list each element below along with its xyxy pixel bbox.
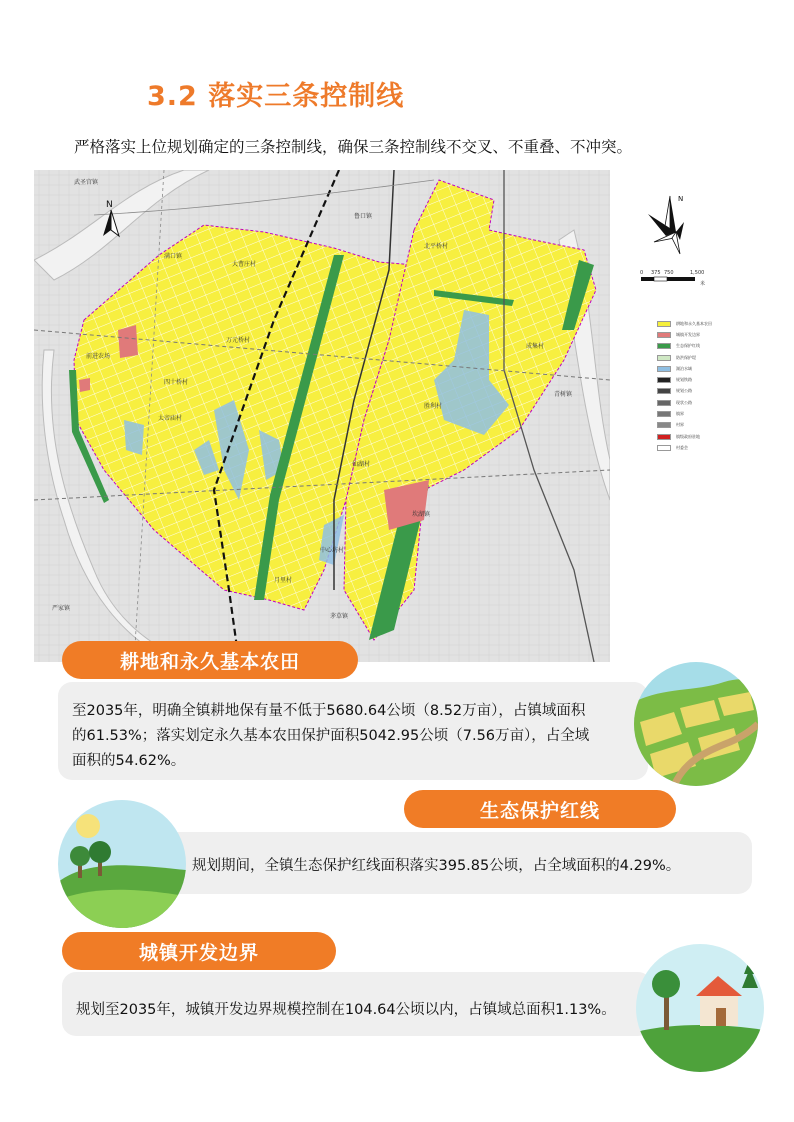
scale-tick: 1,500 (690, 270, 705, 276)
section-box-farmland (58, 682, 648, 780)
place-label: 青树镇 (554, 391, 573, 398)
legend-item (657, 363, 737, 374)
legend-swatch (657, 377, 671, 383)
place-label: 胜利村 (424, 403, 443, 410)
legend-swatch (657, 434, 671, 440)
farmland-illustration (634, 662, 758, 786)
legend-label: 规划铁路 (676, 377, 692, 383)
place-label: 满口镇 (164, 253, 183, 260)
map-legend (657, 318, 737, 454)
scale-unit: 米 (700, 281, 706, 287)
place-label: 太帝庙村 (158, 415, 183, 422)
legend-item (657, 329, 737, 340)
legend-swatch (657, 366, 671, 372)
legend-item (657, 408, 737, 419)
place-label: 鲁口镇 (354, 213, 373, 220)
section-heading-farmland: 耕地和永久基本农田 (62, 641, 358, 679)
legend-label: 湖泊水域 (676, 365, 692, 371)
scale-tick: 0 (640, 270, 644, 276)
legend-item (657, 420, 737, 431)
legend-label: 现状公路 (676, 399, 692, 405)
legend-swatch (657, 422, 671, 428)
legend-label: 规划公路 (676, 388, 692, 394)
legend-swatch (657, 355, 671, 361)
place-label: 武圣宫镇 (74, 179, 99, 186)
place-label: 中心坊村 (320, 547, 345, 554)
legend-item (657, 386, 737, 397)
compass-north-label: N (678, 195, 684, 203)
legend-label: 城镇开发边界 (676, 331, 700, 337)
scale-bar (640, 268, 710, 288)
place-label: 万元桥村 (226, 337, 251, 344)
section-text-line: 的61.53%；落实划定永久基本农田保护面积5042.95公顷（7.56万亩），占全域 (72, 728, 590, 744)
legend-label: 镇界 (676, 411, 684, 417)
legend-swatch (657, 388, 671, 394)
place-label: 四十桥村 (164, 379, 189, 386)
legend-label: 村委会 (676, 444, 688, 450)
place-label: 坎湖镇 (412, 511, 431, 518)
section-heading-urban: 城镇开发边界 (62, 932, 336, 970)
place-label: 前进农场 (86, 353, 111, 360)
urban-illustration (636, 944, 764, 1072)
legend-item (657, 374, 737, 385)
legend-swatch (657, 332, 671, 338)
place-label: 成集村 (526, 343, 545, 350)
scale-tick: 375 (651, 270, 661, 276)
place-label: 仙湖村 (352, 461, 371, 468)
section-text-line: 面积的54.62%。 (72, 753, 186, 769)
legend-swatch (657, 445, 671, 451)
legend-item (657, 442, 737, 453)
intro-text: 严格落实上位规划确定的三条控制线，确保三条控制线不交叉、不重叠、不冲突。 (74, 138, 633, 156)
legend-swatch (657, 400, 671, 406)
legend-label: 镇级政府驻地 (676, 433, 700, 439)
land-use-map (34, 170, 610, 662)
legend-item (657, 397, 737, 408)
section-heading-ecology: 生态保护红线 (404, 790, 676, 828)
legend-label: 生态保护红线 (676, 343, 700, 349)
legend-swatch (657, 343, 671, 349)
section-text-line: 规划至2035年，城镇开发边界规模控制在104.64公顷以内，占镇域总面积1.13%。 (76, 1002, 616, 1018)
section-text-line: 至2035年，明确全镇耕地保有量不低于5680.64公顷（8.52万亩），占镇域面积 (72, 703, 586, 719)
place-label: 月里村 (274, 577, 293, 584)
place-label: 北平桥村 (424, 243, 449, 250)
legend-label: 防洪保护堤 (676, 354, 696, 360)
legend-item (657, 318, 737, 329)
compass-rose-icon (640, 192, 700, 262)
legend-swatch (657, 321, 671, 327)
scale-tick: 750 (664, 270, 674, 276)
place-label: 茅草镇 (330, 613, 349, 620)
legend-item (657, 352, 737, 363)
place-label: 严家镇 (52, 605, 71, 612)
place-label: 大曹庄村 (232, 261, 257, 268)
north-arrow-icon (100, 198, 122, 238)
legend-label: 村界 (676, 422, 684, 428)
legend-label: 耕地和永久基本农田 (676, 320, 712, 326)
legend-item (657, 341, 737, 352)
page-title: 3.2 落实三条控制线 (147, 81, 405, 112)
legend-item (657, 431, 737, 442)
ecology-illustration (58, 800, 186, 928)
section-box-ecology (140, 832, 752, 894)
section-text-line: 规划期间，全镇生态保护红线面积落实395.85公顷，占全域面积的4.29%。 (192, 858, 681, 874)
legend-swatch (657, 411, 671, 417)
north-label: N (106, 200, 113, 210)
section-box-urban (62, 972, 652, 1036)
